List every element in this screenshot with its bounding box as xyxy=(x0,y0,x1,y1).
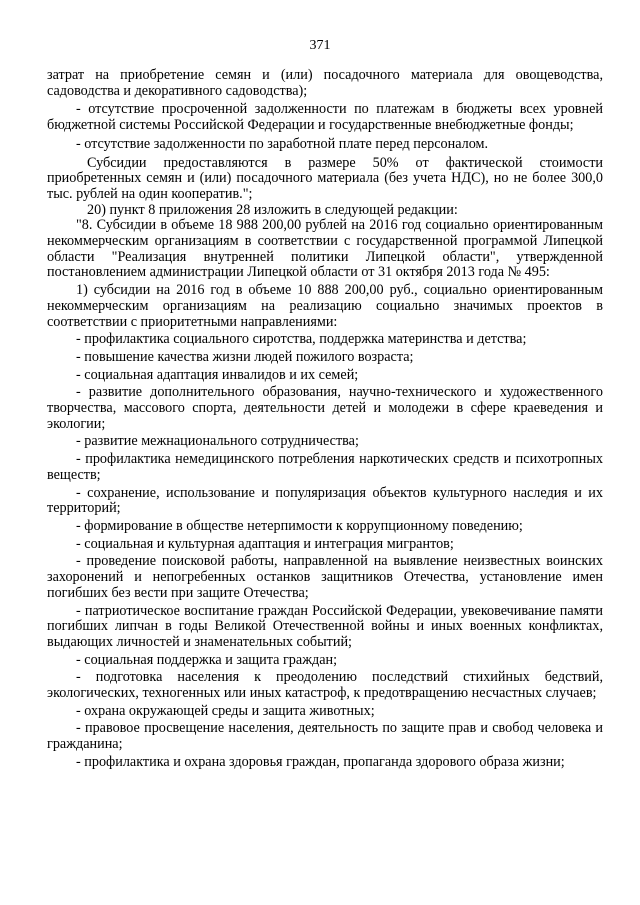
list-item: - социальная поддержка и защита граждан; xyxy=(76,651,338,668)
paragraph-subsidies-2016: 1) субсидии на 2016 год в объеме 10 888 200,00 руб., социально ориентированным некоммерческим организациям на реализацию социально значимых проектов в соответствии с приоритетными направлениями: xyxy=(47,282,603,330)
list-item: - повышение качества жизни людей пожилого возраста; xyxy=(76,348,414,365)
list-item: - профилактика социального сиротства, поддержка материнства и детства; xyxy=(76,331,527,348)
list-item: - правовое просвещение населения, деятельность по защите прав и свобод человека и гражданина; xyxy=(47,720,603,753)
paragraph-no-salary-arrears: - отсутствие задолженности по заработной плате перед персоналом. xyxy=(76,135,489,152)
list-item: - проведение поисковой работы, направленной на выявление неизвестных воинских захоронений и непогребенных останков защитников Отечества, установление имен погибших без вести при защите Отечества; xyxy=(47,553,603,601)
list-item: - сохранение, использование и популяризация объектов культурного наследия и их территорий; xyxy=(47,484,603,517)
paragraph-amendment-item-20: 20) пункт 8 приложения 28 изложить в следующей редакции: xyxy=(87,201,458,218)
list-item: - подготовка населения к преодолению последствий стихийных бедствий, экологических, техногенных или иных катастроф, к предотвращению несчастных случаев; xyxy=(47,669,603,702)
list-item: - развитие межнационального сотрудничества; xyxy=(76,433,359,450)
list-item: - патриотическое воспитание граждан Российской Федерации, увековечивание памяти погибших липчан в годы Великой Отечественной войны и иных военных конфликтах, выдающих личностей и знаменательных событий; xyxy=(47,602,603,650)
page-number: 371 xyxy=(309,38,331,53)
list-item: - охрана окружающей среды и защита животных; xyxy=(76,702,375,719)
paragraph-subsidy-amount: Субсидии предоставляются в размере 50% от фактической стоимости приобретенных семян и (или) посадочного материала (без учета НДС), но не более 300,0 тыс. рублей на один кооператив."; xyxy=(47,154,603,202)
list-item: - формирование в обществе нетерпимости к коррупционному поведению; xyxy=(76,517,523,534)
list-item: - социальная и культурная адаптация и интеграция мигрантов; xyxy=(76,535,454,552)
list-item: - профилактика и охрана здоровья граждан, пропаганда здорового образа жизни; xyxy=(76,753,565,770)
paragraph-seed-costs-continuation: затрат на приобретение семян и (или) посадочного материала для овощеводства, садоводства и декоративного садоводства); xyxy=(47,67,603,99)
list-item: - социальная адаптация инвалидов и их семей; xyxy=(76,366,359,383)
list-item: - профилактика немедицинского потребления наркотических средств и психотропных веществ; xyxy=(47,451,603,483)
list-item: - развитие дополнительного образования, научно-технического и художественного творчества, массового спорта, деятельности детей и молодежи в сфере краеведения и экологии; xyxy=(47,384,603,432)
paragraph-item-8-subsidies: "8. Субсидии в объеме 18 988 200,00 рублей на 2016 год социально ориентированным некоммерческим организациям в соответствии с государственной программой Липецкой области "Реализация внутренней политики Липецкой области", утвержденной постановлением администрации Липецкой области от 31 октября 2013 года № 495: xyxy=(47,217,603,281)
paragraph-no-budget-arrears: - отсутствие просроченной задолженности по платежам в бюджеты всех уровней бюджетной системы Российской Федерации и государственные внебюджетные фонды; xyxy=(47,101,603,134)
document-body xyxy=(47,68,603,771)
